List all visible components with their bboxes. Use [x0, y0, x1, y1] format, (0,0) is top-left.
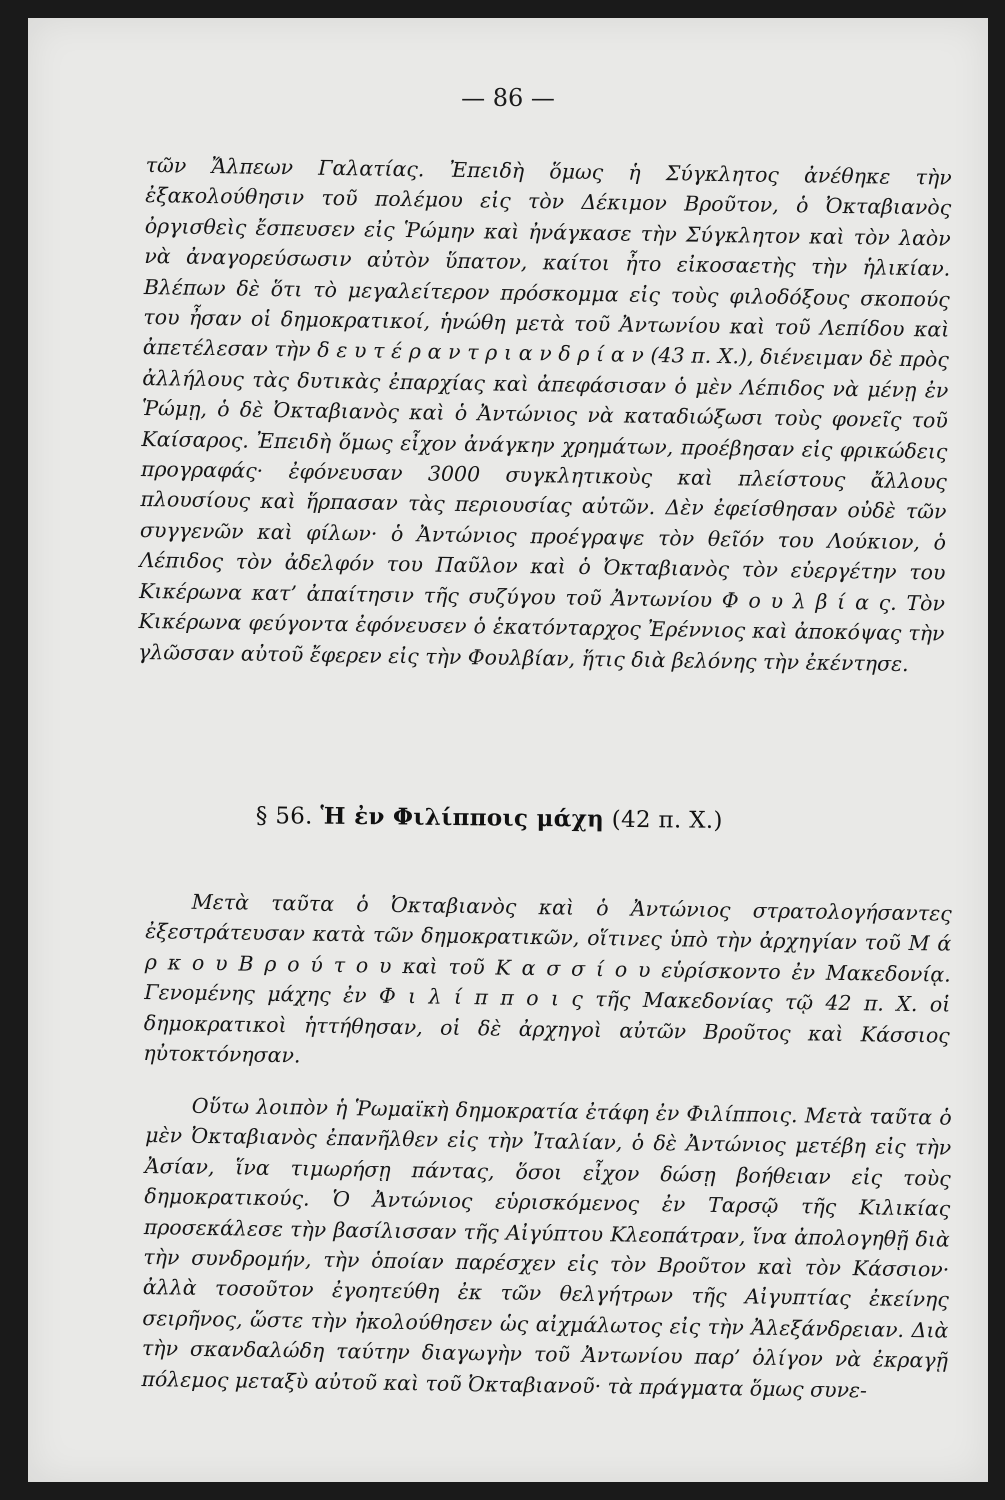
book-page: [28, 18, 988, 1482]
section-number: § 56.: [255, 802, 313, 830]
paragraph-first: [138, 150, 952, 680]
paragraph-second: [143, 886, 952, 1081]
page-number: — 86 —: [461, 84, 555, 112]
section-date: (42 π. Χ.): [611, 806, 723, 834]
paragraph-third: [141, 1090, 952, 1407]
paragraph-text: Οὕτω λοιπὸν ἡ Ῥωμαϊκὴ δημοκρατία ἐτάφη ἐν Φιλίπποις. Μετὰ ταῦτα ὁ μὲν Ὀκταβιανὸς ἐπανῆλθεν εἰς τὴν Ἰταλίαν, ὁ δὲ Ἀντώνιος μετέβη εἰς τὴν Ἀσίαν, ἵνα τιμωρήσῃ πάντας, ὅσοι εἶχον δώσῃ βοήθειαν εἰς τοὺς δημοκρατικούς. Ὁ Ἀντώνιος εὑρισκόμενος ἐν Ταρσῷ τῆς Κιλικίας προσεκάλεσε τὴν βασίλισσαν τῆς Αἰγύπτου Κλεοπάτραν, ἵνα ἀπολογηθῇ διὰ τὴν συνδρομήν, τὴν ὁποίαν παρέσχεν εἰς τὸν Βροῦτον καὶ τὸν Κάσσιον· ἀλλὰ τοσοῦτον ἐγοητεύθη ἐκ τῶν θελγήτρων τῆς Αἰγυπτίας ἐκείνης σειρῆνος, ὥστε τὴν ἠκολούθησεν ὡς αἰχμάλωτος εἰς τὴν Ἀλεξάνδρειαν. Διὰ τὴν σκανδαλώδη ταύτην διαγωγὴν τοῦ Ἀντωνίου παρ’ ὀλίγον νὰ ἐκραγῇ πόλεμος μεταξὺ αὐτοῦ καὶ τοῦ Ὀκταβιανοῦ· τὰ πράγματα ὅμως συνε-: [141, 1093, 952, 1403]
section-title: Ἡ ἐν Φιλίπποις μάχη: [320, 802, 605, 833]
paragraph-text: τῶν Ἄλπεων Γαλατίας. Ἐπειδὴ ὅμως ἡ Σύγκλητος ἀνέθηκε τὴν ἐξακολούθησιν τοῦ πολέμου εἰς τὸν Δέκιμον Βροῦτον, ὁ Ὀκταβιανὸς ὀργισθεὶς ἔσπευσεν εἰς Ῥώμην καὶ ἠνάγκασε τὴν Σύγκλητον καὶ τὸν λαὸν νὰ ἀναγορεύσωσιν αὐτὸν ὕπατον, καίτοι ἦτο εἰκοσαετὴς τὴν ἡλικίαν. Βλέπων δὲ ὅτι τὸ μεγαλείτερον πρόσκομμα εἰς τοὺς φιλοδόξους σκοπούς του ἦσαν οἱ δημοκρατικοί, ἡνώθη μετὰ τοῦ Ἀντωνίου καὶ τοῦ Λεπίδου καὶ ἀπετέλεσαν τὴν δ ε υ τ έ ρ α ν τ ρ ι α ν δ ρ ί α ν (43 π. Χ.), διένειμαν δὲ πρὸς ἀλλήλους τὰς δυτικὰς ἐπαρχίας καὶ ἀπεφάσισαν ὁ μὲν Λέπιδος νὰ μένῃ ἐν Ῥώμῃ, ὁ δὲ Ὀκταβιανὸς καὶ ὁ Ἀντώνιος νὰ καταδιώξωσι τοὺς φονεῖς τοῦ Καίσαρος. Ἐπειδὴ ὅμως εἶχον ἀνάγκην χρημάτων, προέβησαν εἰς φρικώδεις προγραφάς· ἐφόνευσαν 3000 συγκλητικοὺς καὶ πλείστους ἄλλους πλουσίους καὶ ἥρπασαν τὰς περιουσίας αὐτῶν. Δὲν ἐφείσθησαν οὐδὲ τῶν συγγενῶν καὶ φίλων· ὁ Ἀντώνιος προέγραψε τὸν θεῖόν του Λούκιον, ὁ Λέπιδος τὸν ἀδελφόν του Παῦλον καὶ ὁ Ὀκταβιανὸς τὸν εὐεργέτην του Κικέρωνα κατ’ ἀπαίτησιν τῆς συζύγου τοῦ Ἀντωνίου Φ ο υ λ β ί α ς. Τὸν Κικέρωνα φεύγοντα ἐφόνευσεν ὁ ἑκατόνταρχος Ἐρέννιος καὶ ἀποκόψας τὴν γλῶσσαν αὐτοῦ ἔφερεν εἰς τὴν Φουλβίαν, ἥτις διὰ βελόνης τὴν ἐκέντησε.: [137, 152, 952, 676]
section-heading: [256, 802, 723, 834]
paragraph-text: Μετὰ ταῦτα ὁ Ὀκταβιανὸς καὶ ὁ Ἀντώνιος στρατολογήσαντες ἐξεστράτευσαν κατὰ τῶν δημοκρατικῶν, οἵτινες ὑπὸ τὴν ἀρχηγίαν τοῦ Μ ά ρ κ ο υ Β ρ ο ύ τ ο υ καὶ τοῦ Κ α σ σ ί ο υ εὑρίσκοντο ἐν Μακεδονίᾳ. Γενομένης μάχης ἐν Φ ι λ ί π π ο ι ς τῆς Μακεδονίας τῷ 42 π. Χ. οἱ δημοκρατικοὶ ἡττήθησαν, οἱ δὲ ἀρχηγοὶ αὐτῶν Βροῦτος καὶ Κάσσιος ηὐτοκτόνησαν.: [143, 889, 952, 1068]
